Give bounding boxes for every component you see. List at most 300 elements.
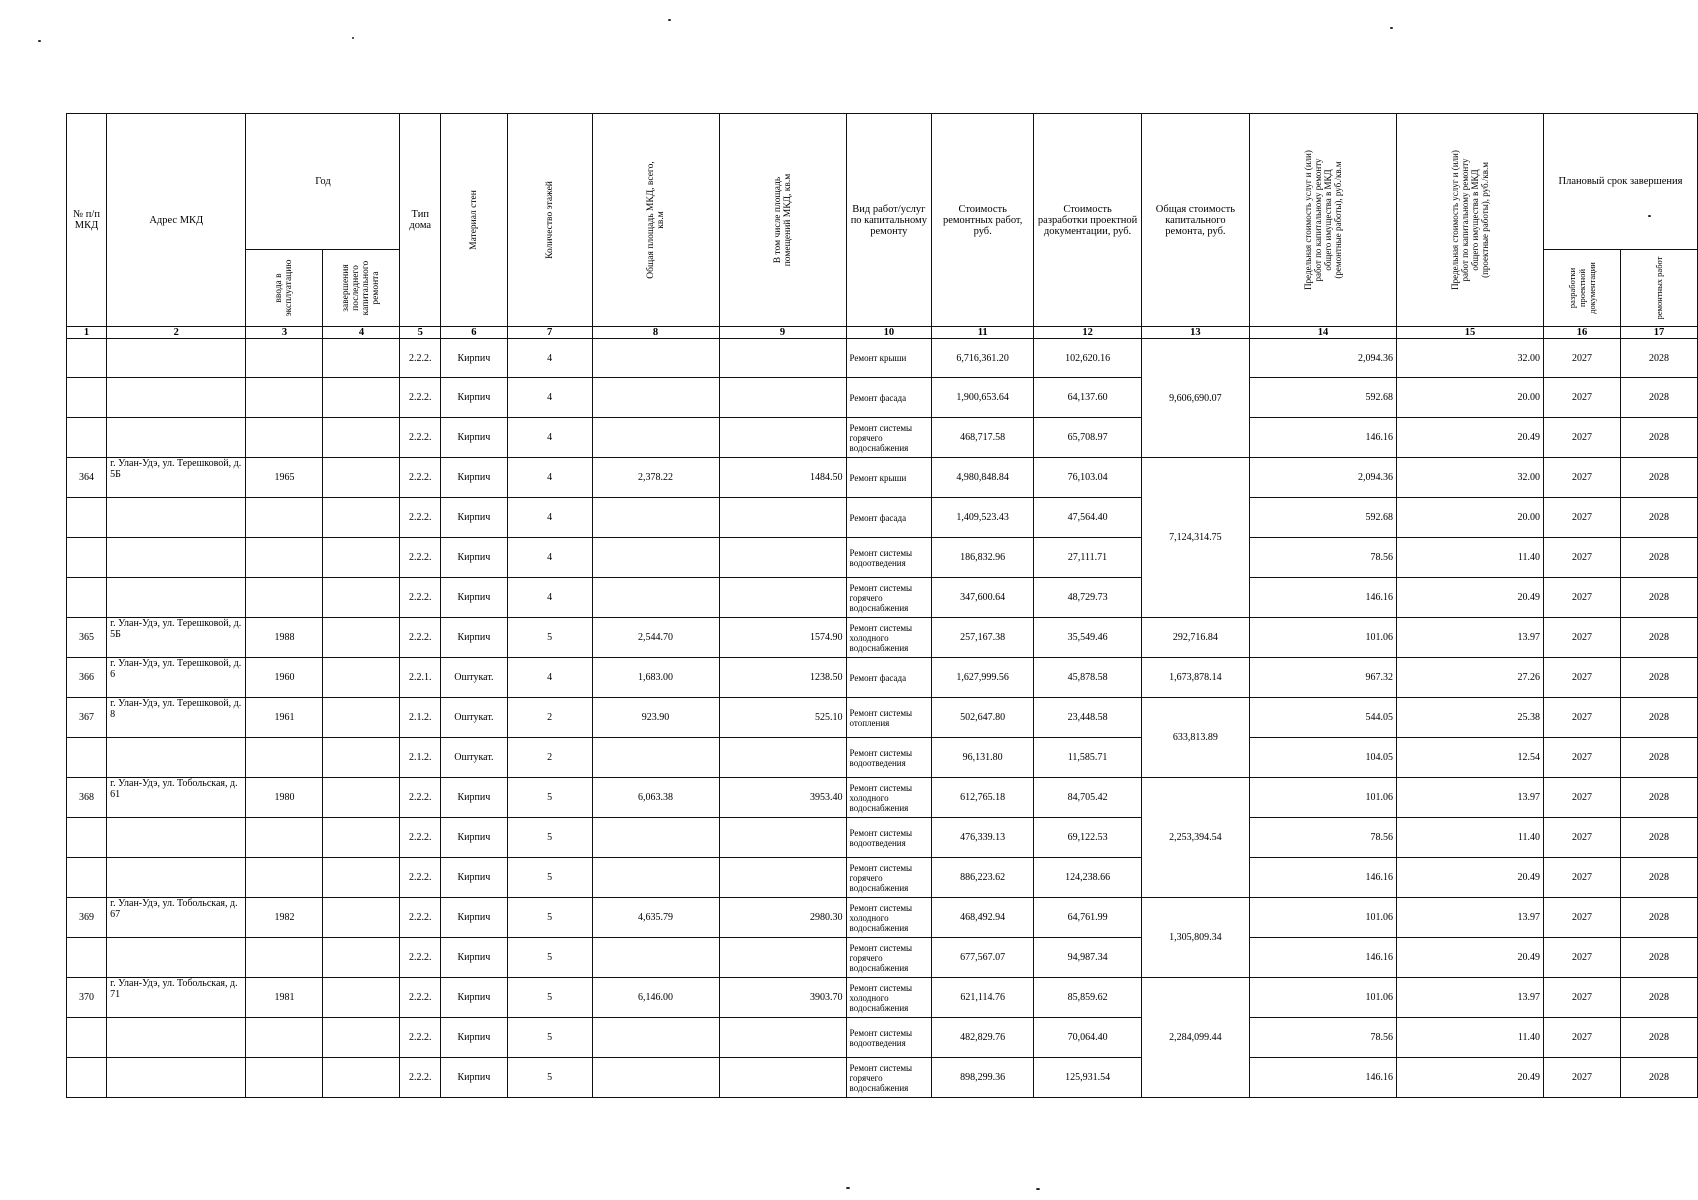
- house-type-cell: 2.2.2.: [400, 1018, 441, 1058]
- design-cost-cell: 76,103.04: [1034, 458, 1142, 498]
- table-row: [67, 778, 1698, 818]
- address-cell: [107, 1058, 246, 1098]
- house-type-cell: 2.2.2.: [400, 618, 441, 658]
- total-area-cell: 2,378.22: [592, 458, 719, 498]
- repair-cost-cell: 6,716,361.20: [932, 339, 1034, 378]
- capital-repair-table: [66, 113, 1698, 1098]
- colnum: 11: [932, 327, 1034, 339]
- wall-material-cell: Кирпич: [441, 1018, 508, 1058]
- header-limit-design: Предельная стоимость услуг и (или) работ по капитальному ремонту общего имущества в МКД (проектные работы), руб./кв.м: [1396, 114, 1543, 327]
- repair-cost-cell: 482,829.76: [932, 1018, 1034, 1058]
- wall-material-cell: Кирпич: [441, 618, 508, 658]
- limit-repair-cell: 101.06: [1249, 898, 1396, 938]
- total-cost-cell: 633,813.89: [1141, 698, 1249, 778]
- header-year-group: Год: [246, 114, 400, 250]
- repair-cost-cell: 898,299.36: [932, 1058, 1034, 1098]
- year-commission-cell: 1981: [246, 978, 323, 1018]
- header-repair-cost: Стоимость ремонтных работ, руб.: [932, 114, 1034, 327]
- house-type-cell: 2.2.2.: [400, 978, 441, 1018]
- limit-repair-cell: 78.56: [1249, 818, 1396, 858]
- floors-cell: 5: [507, 1058, 592, 1098]
- limit-repair-cell: 146.16: [1249, 858, 1396, 898]
- deadline-design-cell: 2027: [1543, 339, 1620, 378]
- limit-repair-cell: 2,094.36: [1249, 458, 1396, 498]
- year-commission-cell: 1965: [246, 458, 323, 498]
- year-commission-cell: [246, 818, 323, 858]
- row-number: 370: [67, 978, 107, 1018]
- deadline-repair-cell: 2028: [1620, 858, 1697, 898]
- deadline-repair-cell: 2028: [1620, 498, 1697, 538]
- floors-cell: 2: [507, 738, 592, 778]
- design-cost-cell: 94,987.34: [1034, 938, 1142, 978]
- deadline-design-cell: 2027: [1543, 618, 1620, 658]
- header-deadline-group: Плановый срок завершения: [1543, 114, 1697, 250]
- premises-area-cell: [719, 378, 846, 418]
- year-last-repair-cell: [323, 818, 400, 858]
- repair-cost-cell: 612,765.18: [932, 778, 1034, 818]
- colnum: 14: [1249, 327, 1396, 339]
- colnum: 6: [441, 327, 508, 339]
- work-type-cell: Ремонт крыши: [846, 458, 932, 498]
- limit-design-cell: 11.40: [1396, 1018, 1543, 1058]
- house-type-cell: 2.2.2.: [400, 938, 441, 978]
- row-number: [67, 339, 107, 378]
- colnum: 9: [719, 327, 846, 339]
- scan-speck: [1036, 1188, 1040, 1190]
- premises-area-cell: 3953.40: [719, 778, 846, 818]
- total-area-cell: 6,063.38: [592, 778, 719, 818]
- year-commission-cell: [246, 538, 323, 578]
- work-type-cell: Ремонт фасада: [846, 378, 932, 418]
- table-row: [67, 538, 1698, 578]
- premises-area-cell: [719, 339, 846, 378]
- table-row: [67, 498, 1698, 538]
- repair-cost-cell: 886,223.62: [932, 858, 1034, 898]
- repair-cost-cell: 502,647.80: [932, 698, 1034, 738]
- deadline-design-cell: 2027: [1543, 498, 1620, 538]
- year-last-repair-cell: [323, 978, 400, 1018]
- row-number: 366: [67, 658, 107, 698]
- limit-repair-cell: 78.56: [1249, 1018, 1396, 1058]
- table-row: [67, 578, 1698, 618]
- year-last-repair-cell: [323, 938, 400, 978]
- work-type-cell: Ремонт системы горячего водоснабжения: [846, 938, 932, 978]
- premises-area-cell: [719, 578, 846, 618]
- premises-area-cell: 1574.90: [719, 618, 846, 658]
- limit-design-cell: 13.97: [1396, 618, 1543, 658]
- colnum: 1: [67, 327, 107, 339]
- total-area-cell: 923.90: [592, 698, 719, 738]
- design-cost-cell: 27,111.71: [1034, 538, 1142, 578]
- year-commission-cell: 1982: [246, 898, 323, 938]
- year-commission-cell: [246, 418, 323, 458]
- row-number: [67, 1058, 107, 1098]
- premises-area-cell: 1484.50: [719, 458, 846, 498]
- house-type-cell: 2.2.1.: [400, 658, 441, 698]
- limit-repair-cell: 101.06: [1249, 618, 1396, 658]
- wall-material-cell: Оштукат.: [441, 738, 508, 778]
- deadline-design-cell: 2027: [1543, 578, 1620, 618]
- total-area-cell: [592, 1058, 719, 1098]
- wall-material-cell: Кирпич: [441, 498, 508, 538]
- row-number: [67, 818, 107, 858]
- design-cost-cell: 47,564.40: [1034, 498, 1142, 538]
- wall-material-cell: Кирпич: [441, 778, 508, 818]
- floors-cell: 4: [507, 658, 592, 698]
- wall-material-cell: Кирпич: [441, 578, 508, 618]
- address-cell: г. Улан-Удэ, ул. Терешковой, д. 6: [107, 658, 246, 698]
- wall-material-cell: Кирпич: [441, 339, 508, 378]
- limit-repair-cell: 101.06: [1249, 778, 1396, 818]
- floors-cell: 5: [507, 858, 592, 898]
- work-type-cell: Ремонт системы холодного водоснабжения: [846, 618, 932, 658]
- table-row: [67, 1018, 1698, 1058]
- repair-cost-cell: 4,980,848.84: [932, 458, 1034, 498]
- year-last-repair-cell: [323, 418, 400, 458]
- deadline-design-cell: 2027: [1543, 818, 1620, 858]
- deadline-design-cell: 2027: [1543, 1018, 1620, 1058]
- table-row: [67, 378, 1698, 418]
- floors-cell: 5: [507, 1018, 592, 1058]
- deadline-design-cell: 2027: [1543, 1058, 1620, 1098]
- total-area-cell: 4,635.79: [592, 898, 719, 938]
- table-row: [67, 738, 1698, 778]
- work-type-cell: Ремонт системы горячего водоснабжения: [846, 1058, 932, 1098]
- total-area-cell: 2,544.70: [592, 618, 719, 658]
- year-last-repair-cell: [323, 578, 400, 618]
- premises-area-cell: [719, 538, 846, 578]
- total-area-cell: 1,683.00: [592, 658, 719, 698]
- deadline-repair-cell: 2028: [1620, 378, 1697, 418]
- deadline-design-cell: 2027: [1543, 898, 1620, 938]
- limit-repair-cell: 146.16: [1249, 1058, 1396, 1098]
- header-house-type: Тип дома: [400, 114, 441, 327]
- premises-area-cell: [719, 938, 846, 978]
- floors-cell: 4: [507, 339, 592, 378]
- year-last-repair-cell: [323, 698, 400, 738]
- limit-design-cell: 20.49: [1396, 418, 1543, 458]
- work-type-cell: Ремонт системы горячего водоснабжения: [846, 858, 932, 898]
- work-type-cell: Ремонт системы водоотведения: [846, 738, 932, 778]
- row-number: [67, 498, 107, 538]
- wall-material-cell: Кирпич: [441, 538, 508, 578]
- table-row: [67, 1058, 1698, 1098]
- repair-cost-cell: 186,832.96: [932, 538, 1034, 578]
- table-row: [67, 618, 1698, 658]
- total-area-cell: [592, 339, 719, 378]
- table-row: [67, 418, 1698, 458]
- deadline-repair-cell: 2028: [1620, 578, 1697, 618]
- year-commission-cell: 1980: [246, 778, 323, 818]
- design-cost-cell: 125,931.54: [1034, 1058, 1142, 1098]
- header-wall-material: Материал стен: [441, 114, 508, 327]
- deadline-design-cell: 2027: [1543, 858, 1620, 898]
- wall-material-cell: Кирпич: [441, 418, 508, 458]
- house-type-cell: 2.2.2.: [400, 1058, 441, 1098]
- total-area-cell: [592, 818, 719, 858]
- row-number: 368: [67, 778, 107, 818]
- work-type-cell: Ремонт системы горячего водоснабжения: [846, 418, 932, 458]
- design-cost-cell: 70,064.40: [1034, 1018, 1142, 1058]
- year-commission-cell: 1988: [246, 618, 323, 658]
- repair-cost-cell: 257,167.38: [932, 618, 1034, 658]
- house-type-cell: 2.2.2.: [400, 378, 441, 418]
- limit-design-cell: 13.97: [1396, 978, 1543, 1018]
- limit-repair-cell: 78.56: [1249, 538, 1396, 578]
- floors-cell: 4: [507, 418, 592, 458]
- premises-area-cell: [719, 858, 846, 898]
- premises-area-cell: 525.10: [719, 698, 846, 738]
- design-cost-cell: 102,620.16: [1034, 339, 1142, 378]
- colnum: 17: [1620, 327, 1697, 339]
- work-type-cell: Ремонт системы холодного водоснабжения: [846, 978, 932, 1018]
- colnum: 4: [323, 327, 400, 339]
- design-cost-cell: 65,708.97: [1034, 418, 1142, 458]
- work-type-cell: Ремонт крыши: [846, 339, 932, 378]
- year-commission-cell: 1960: [246, 658, 323, 698]
- repair-cost-cell: 468,717.58: [932, 418, 1034, 458]
- house-type-cell: 2.1.2.: [400, 738, 441, 778]
- limit-design-cell: 20.49: [1396, 938, 1543, 978]
- scan-speck: [1390, 27, 1393, 29]
- row-number: 369: [67, 898, 107, 938]
- address-cell: [107, 339, 246, 378]
- limit-design-cell: 27.26: [1396, 658, 1543, 698]
- address-cell: г. Улан-Удэ, ул. Тобольская, д. 71: [107, 978, 246, 1018]
- deadline-design-cell: 2027: [1543, 778, 1620, 818]
- header-year-last-repair: завершения последнего капитального ремонта: [323, 250, 400, 327]
- repair-cost-cell: 677,567.07: [932, 938, 1034, 978]
- year-last-repair-cell: [323, 898, 400, 938]
- year-commission-cell: [246, 738, 323, 778]
- house-type-cell: 2.2.2.: [400, 898, 441, 938]
- header-total-area: Общая площадь МКД, всего, кв.м: [592, 114, 719, 327]
- header-work-type: Вид работ/услуг по капитальному ремонту: [846, 114, 932, 327]
- column-numbers-row: [67, 327, 1698, 339]
- total-cost-cell: 292,716.84: [1141, 618, 1249, 658]
- limit-repair-cell: 544.05: [1249, 698, 1396, 738]
- total-cost-cell: 7,124,314.75: [1141, 458, 1249, 618]
- address-cell: г. Улан-Удэ, ул. Терешковой, д. 8: [107, 698, 246, 738]
- table-row: [67, 818, 1698, 858]
- table-row: [67, 938, 1698, 978]
- table-body: [67, 339, 1698, 1098]
- total-area-cell: [592, 1018, 719, 1058]
- limit-design-cell: 20.49: [1396, 1058, 1543, 1098]
- floors-cell: 5: [507, 898, 592, 938]
- floors-cell: 2: [507, 698, 592, 738]
- row-number: [67, 738, 107, 778]
- colnum: 3: [246, 327, 323, 339]
- colnum: 15: [1396, 327, 1543, 339]
- limit-repair-cell: 146.16: [1249, 578, 1396, 618]
- row-number: [67, 378, 107, 418]
- work-type-cell: Ремонт системы водоотведения: [846, 538, 932, 578]
- work-type-cell: Ремонт системы холодного водоснабжения: [846, 778, 932, 818]
- house-type-cell: 2.2.2.: [400, 458, 441, 498]
- premises-area-cell: [719, 1018, 846, 1058]
- limit-design-cell: 11.40: [1396, 818, 1543, 858]
- deadline-repair-cell: 2028: [1620, 898, 1697, 938]
- deadline-repair-cell: 2028: [1620, 538, 1697, 578]
- limit-repair-cell: 967.32: [1249, 658, 1396, 698]
- repair-cost-cell: 621,114.76: [932, 978, 1034, 1018]
- year-last-repair-cell: [323, 498, 400, 538]
- year-commission-cell: [246, 339, 323, 378]
- premises-area-cell: [719, 498, 846, 538]
- deadline-repair-cell: 2028: [1620, 938, 1697, 978]
- total-area-cell: [592, 938, 719, 978]
- wall-material-cell: Кирпич: [441, 458, 508, 498]
- wall-material-cell: Кирпич: [441, 818, 508, 858]
- deadline-repair-cell: 2028: [1620, 458, 1697, 498]
- address-cell: [107, 1018, 246, 1058]
- wall-material-cell: Кирпич: [441, 858, 508, 898]
- design-cost-cell: 45,878.58: [1034, 658, 1142, 698]
- work-type-cell: Ремонт системы водоотведения: [846, 818, 932, 858]
- limit-repair-cell: 592.68: [1249, 378, 1396, 418]
- house-type-cell: 2.2.2.: [400, 778, 441, 818]
- wall-material-cell: Кирпич: [441, 1058, 508, 1098]
- address-cell: [107, 538, 246, 578]
- year-last-repair-cell: [323, 538, 400, 578]
- deadline-repair-cell: 2028: [1620, 618, 1697, 658]
- capital-repair-table-sheet: [66, 113, 1698, 1098]
- repair-cost-cell: 1,900,653.64: [932, 378, 1034, 418]
- row-number: 365: [67, 618, 107, 658]
- limit-repair-cell: 146.16: [1249, 418, 1396, 458]
- header-address: Адрес МКД: [107, 114, 246, 327]
- house-type-cell: 2.2.2.: [400, 818, 441, 858]
- house-type-cell: 2.2.2.: [400, 418, 441, 458]
- design-cost-cell: 11,585.71: [1034, 738, 1142, 778]
- wall-material-cell: Кирпич: [441, 938, 508, 978]
- deadline-repair-cell: 2028: [1620, 778, 1697, 818]
- header-deadline-repair: ремонтных работ: [1620, 250, 1697, 327]
- total-area-cell: [592, 578, 719, 618]
- header-year-commission: ввода в эксплуатацию: [246, 250, 323, 327]
- year-commission-cell: [246, 498, 323, 538]
- table-row: [67, 339, 1698, 378]
- row-number: [67, 578, 107, 618]
- address-cell: г. Улан-Удэ, ул. Тобольская, д. 67: [107, 898, 246, 938]
- address-cell: г. Улан-Удэ, ул. Тобольская, д. 61: [107, 778, 246, 818]
- row-number: 364: [67, 458, 107, 498]
- premises-area-cell: 1238.50: [719, 658, 846, 698]
- deadline-repair-cell: 2028: [1620, 418, 1697, 458]
- year-commission-cell: [246, 378, 323, 418]
- work-type-cell: Ремонт фасада: [846, 658, 932, 698]
- total-area-cell: [592, 538, 719, 578]
- scan-speck: [352, 37, 354, 39]
- deadline-design-cell: 2027: [1543, 418, 1620, 458]
- deadline-design-cell: 2027: [1543, 738, 1620, 778]
- repair-cost-cell: 468,492.94: [932, 898, 1034, 938]
- total-area-cell: [592, 858, 719, 898]
- limit-design-cell: 12.54: [1396, 738, 1543, 778]
- total-area-cell: [592, 418, 719, 458]
- floors-cell: 5: [507, 938, 592, 978]
- year-last-repair-cell: [323, 858, 400, 898]
- total-cost-cell: 2,284,099.44: [1141, 978, 1249, 1098]
- deadline-repair-cell: 2028: [1620, 978, 1697, 1018]
- address-cell: [107, 498, 246, 538]
- work-type-cell: Ремонт системы отопления: [846, 698, 932, 738]
- design-cost-cell: 35,549.46: [1034, 618, 1142, 658]
- premises-area-cell: [719, 818, 846, 858]
- scan-speck: [1648, 215, 1651, 217]
- row-number: [67, 858, 107, 898]
- limit-design-cell: 20.49: [1396, 578, 1543, 618]
- row-number: [67, 418, 107, 458]
- limit-repair-cell: 101.06: [1249, 978, 1396, 1018]
- floors-cell: 5: [507, 778, 592, 818]
- wall-material-cell: Оштукат.: [441, 658, 508, 698]
- year-last-repair-cell: [323, 618, 400, 658]
- year-last-repair-cell: [323, 1018, 400, 1058]
- work-type-cell: Ремонт фасада: [846, 498, 932, 538]
- wall-material-cell: Кирпич: [441, 378, 508, 418]
- deadline-design-cell: 2027: [1543, 458, 1620, 498]
- year-commission-cell: [246, 858, 323, 898]
- colnum: 16: [1543, 327, 1620, 339]
- design-cost-cell: 23,448.58: [1034, 698, 1142, 738]
- premises-area-cell: [719, 418, 846, 458]
- address-cell: [107, 818, 246, 858]
- scan-speck: [38, 40, 41, 42]
- limit-repair-cell: 104.05: [1249, 738, 1396, 778]
- header-limit-repair: Предельная стоимость услуг и (или) работ по капитальному ремонту общего имущества в МКД (ремонтные работы), руб./кв.м: [1249, 114, 1396, 327]
- floors-cell: 4: [507, 538, 592, 578]
- repair-cost-cell: 347,600.64: [932, 578, 1034, 618]
- table-row: [67, 658, 1698, 698]
- row-number: [67, 538, 107, 578]
- colnum: 8: [592, 327, 719, 339]
- year-last-repair-cell: [323, 378, 400, 418]
- design-cost-cell: 124,238.66: [1034, 858, 1142, 898]
- deadline-design-cell: 2027: [1543, 978, 1620, 1018]
- address-cell: г. Улан-Удэ, ул. Терешковой, д. 5Б: [107, 618, 246, 658]
- design-cost-cell: 84,705.42: [1034, 778, 1142, 818]
- colnum: 7: [507, 327, 592, 339]
- house-type-cell: 2.2.2.: [400, 578, 441, 618]
- table-row: [67, 978, 1698, 1018]
- house-type-cell: 2.2.2.: [400, 538, 441, 578]
- scan-speck: [668, 19, 671, 21]
- limit-design-cell: 20.49: [1396, 858, 1543, 898]
- total-cost-cell: 2,253,394.54: [1141, 778, 1249, 898]
- limit-repair-cell: 592.68: [1249, 498, 1396, 538]
- deadline-design-cell: 2027: [1543, 658, 1620, 698]
- total-area-cell: [592, 498, 719, 538]
- year-commission-cell: [246, 1018, 323, 1058]
- colnum: 12: [1034, 327, 1142, 339]
- design-cost-cell: 69,122.53: [1034, 818, 1142, 858]
- year-commission-cell: [246, 578, 323, 618]
- year-commission-cell: [246, 1058, 323, 1098]
- year-last-repair-cell: [323, 458, 400, 498]
- deadline-design-cell: 2027: [1543, 378, 1620, 418]
- house-type-cell: 2.1.2.: [400, 698, 441, 738]
- row-number: [67, 938, 107, 978]
- work-type-cell: Ремонт системы водоотведения: [846, 1018, 932, 1058]
- year-last-repair-cell: [323, 778, 400, 818]
- total-area-cell: [592, 738, 719, 778]
- wall-material-cell: Кирпич: [441, 898, 508, 938]
- wall-material-cell: Оштукат.: [441, 698, 508, 738]
- year-last-repair-cell: [323, 738, 400, 778]
- house-type-cell: 2.2.2.: [400, 858, 441, 898]
